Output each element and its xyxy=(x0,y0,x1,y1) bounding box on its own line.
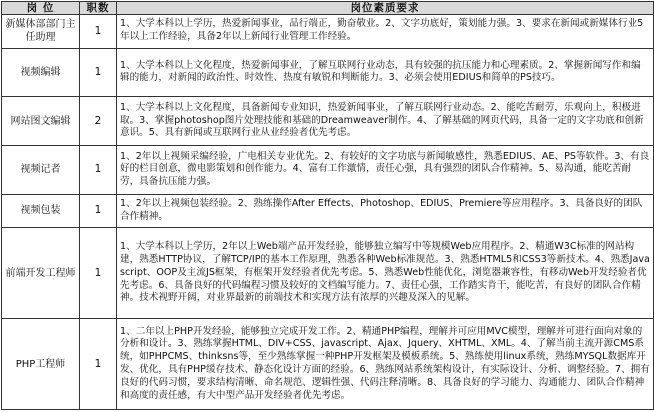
count-cell: 1 xyxy=(80,228,117,319)
header-requirements: 岗位素质要求 xyxy=(117,2,654,15)
requirements-cell: 1、2年以上视频包装经验。2、熟练操作After Effects、Photoshop、EDIUS、Premiere等应用程序。3、具备良好的团队合作精神。 xyxy=(117,194,654,228)
job-table xyxy=(1,1,654,410)
table-row xyxy=(2,194,654,228)
position-cell: 视频编辑 xyxy=(2,48,80,97)
table-row xyxy=(2,145,654,194)
count-cell: 1 xyxy=(80,194,117,228)
requirements-cell: 1、大学本科以上学历，2年以上Web端产品开发经验，能够独立编写中等规模Web应用程序。2、精通W3C标准的网站构建，熟悉HTTP协议，了解TCP/IP的基本工作原理，熟悉各种Web标准规范。3、熟悉HTML5和CSS3等新技术。4、熟悉Javascript、OOP及主流JS框架，有框架开发经验者优先考虑。5、熟悉Web性能优化，浏览器兼容性，有移动Web开发经验者优先考虑。6、具备良好的代码编程习惯及较好的文档编写能力。7、责任心强，工作踏实肯干，能吃苦，有良好的团队合作精神。技术视野开阔，对业界最新的前端技术和实现方法有浓厚的兴趣及深入的见解。 xyxy=(117,228,654,319)
table-row xyxy=(2,228,654,319)
table-row xyxy=(2,319,654,410)
count-cell: 1 xyxy=(80,48,117,97)
position-cell: 前端开发工程师 xyxy=(2,228,80,319)
table-row xyxy=(2,97,654,146)
count-cell: 1 xyxy=(80,145,117,194)
table-row xyxy=(2,48,654,97)
position-cell: 网站图文编辑 xyxy=(2,97,80,146)
requirements-cell: 1、二年以上PHP开发经验，能够独立完成开发工作。2、精通PHP编程，理解并可应用MVC模型，理解并可进行面向对象的分析和设计。3、熟练掌握HTML、DIV+CSS、javascript、Ajax、Jquery、XHTML、XML。4、了解当前主流开源CMS系统，如PHPCMS、thinksns等，至少熟练掌握一种PHP开发框架及模板系统。5、熟练使用linux系统，熟练MYSQL数据库开发、优化，具有PHP缓存技术、静态化设计方面的经验。6、熟练网站系统架构设计，有实际设计、分析、调整经验。7、拥有良好的代码习惯，要求结构清晰、命名规范、逻辑性强、代码注释清晰。8、具备良好的学习能力、沟通能力、团队合作精神和高度的责任感，有大中型产品开发经验者优先考虑。 xyxy=(117,319,654,410)
header-position: 岗 位 xyxy=(2,2,80,15)
requirements-cell: 1、大学本科以上学历，热爱新闻事业，品行端正，勤奋敬业。2、文字功底好，策划能力强。3、要求在新闻或新媒体行业5年以上工作经验，具备2年以上新闻行业管理工作经验。 xyxy=(117,15,654,49)
table-header-row xyxy=(2,2,654,15)
count-cell: 2 xyxy=(80,97,117,146)
requirements-cell: 1、大学本科以上文化程度，具备新闻专业知识，热爱新闻事业，了解互联网行业动态。2、能吃苦耐劳，乐观向上，积极进取。3、掌握photoshop图片处理技能和基础的Dreamweaver制作。4、了解基础的网页代码，具备一定的文字功底和创新意识。5、具有新闻或互联网行业从业经验者优先考虑。 xyxy=(117,97,654,146)
count-cell: 1 xyxy=(80,319,117,410)
requirements-cell: 1、大学本科以上文化程度，热爱新闻事业，了解互联网行业动态，具有较强的抗压能力和心理素质。2、掌握新闻写作和编辑的能力，对新闻的政治性、时效性、热度有敏锐和判断能力。3、必须会使用EDIUS和简单的PS技巧。 xyxy=(117,48,654,97)
position-cell: 视频包装 xyxy=(2,194,80,228)
job-requirements-document xyxy=(1,1,653,410)
table-row xyxy=(2,15,654,49)
requirements-cell: 1、2年以上视频采编经验，广电相关专业优先。2、有较好的文字功底与新闻敏感性，熟悉EDIUS、AE、PS等软件。3、有良好的栏目创意，微电影策划和创作能力。4、富有工作激情，责任心强，具有强烈的团队合作精神。5、易沟通，能吃苦耐劳，具备抗压能力强。 xyxy=(117,145,654,194)
count-cell: 1 xyxy=(80,15,117,49)
position-cell: 视频记者 xyxy=(2,145,80,194)
position-cell: 新媒体部部门主任助理 xyxy=(2,15,80,49)
position-cell: PHP工程师 xyxy=(2,319,80,410)
header-count: 职数 xyxy=(80,2,117,15)
